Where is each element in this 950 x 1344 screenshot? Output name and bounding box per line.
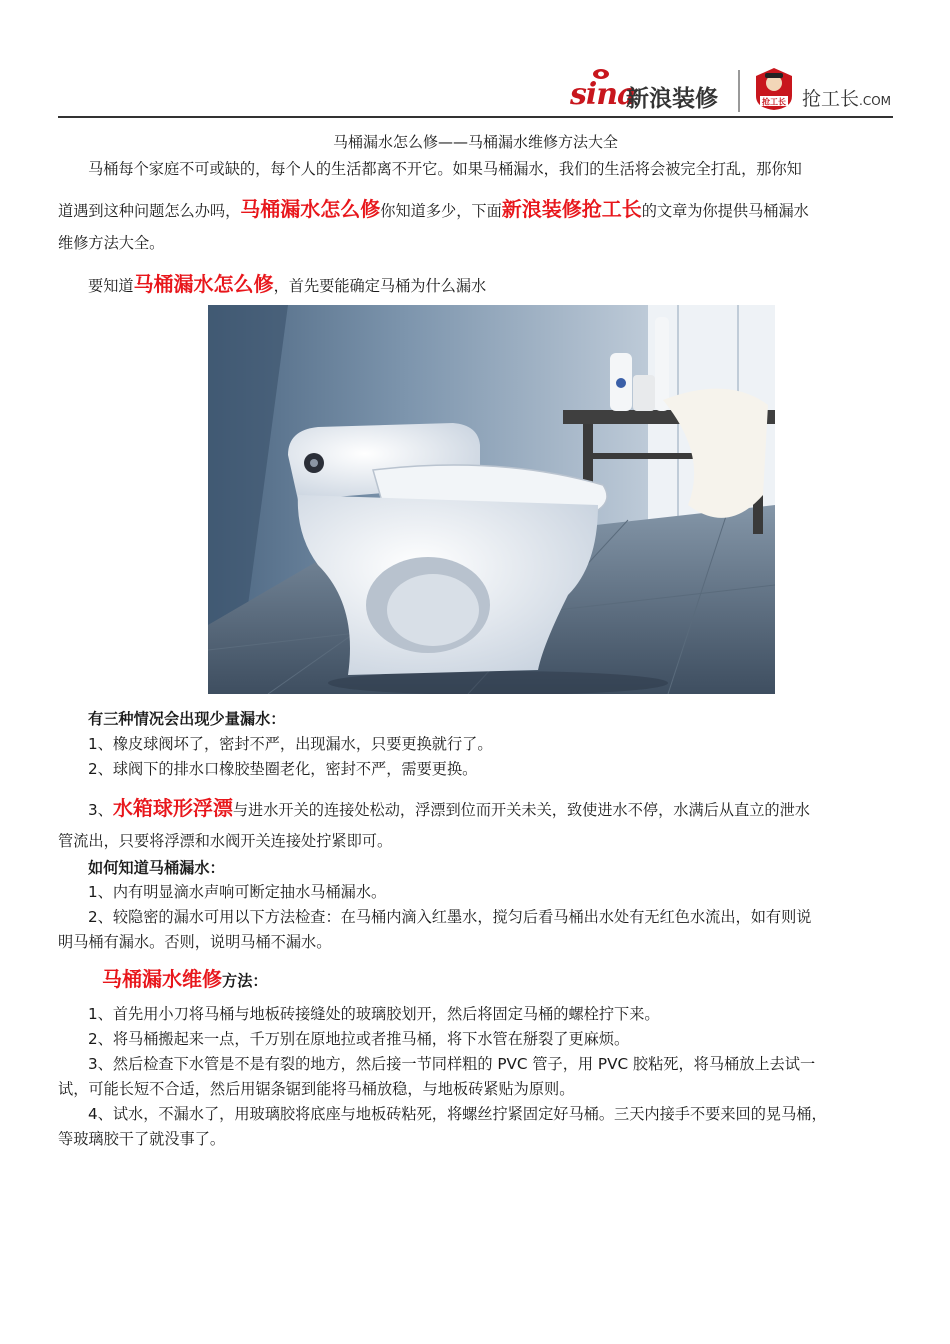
sina-brand-text: 新浪装修 [626, 86, 718, 112]
highlight-keyword: 马桶漏水怎么修 [133, 272, 274, 296]
section-heading-detect: 如何知道马桶漏水： [88, 859, 225, 877]
list-item: 3、水箱球形浮漂与进水开关的连接处松动，浮漂到位而开关未关，致使进水不停，水满后从直立的泄水 [88, 796, 810, 820]
list-item: 1、橡皮球阀坏了，密封不严，出现漏水，只要更换就行了。 [88, 735, 493, 753]
intro-line-3: 维修方法大全。 [58, 234, 165, 252]
highlight-keyword: 马桶漏水维修 [102, 967, 222, 991]
page-header [58, 60, 893, 118]
qiangongzhang-brand: 抢工长.COM [802, 88, 892, 110]
list-item: 1、内有明显滴水声响可断定抽水马桶漏水。 [88, 883, 387, 901]
badge-label: 抢工长 [762, 97, 786, 107]
list-item: 2、球阀下的排水口橡胶垫圈老化，密封不严，需要更换。 [88, 760, 478, 778]
logo-divider [738, 70, 740, 112]
sina-logo: sina [570, 77, 636, 112]
qiangongzhang-badge-icon [752, 66, 796, 112]
list-item: 3、然后检查下水管是不是有裂的地方，然后接一节同样粗的 PVC 管子，用 PVC 胶粘死，将马桶放上去试一 [88, 1055, 816, 1073]
section-heading-causes: 有三种情况会出现少量漏水： [88, 710, 286, 728]
header-rule [58, 116, 893, 118]
list-item: 2、将马桶搬起来一点，千万别在原地拉或者推马桶，将下水管在掰裂了更麻烦。 [88, 1030, 630, 1048]
list-item: 1、首先用小刀将马桶与地板砖接缝处的玻璃胶划开，然后将固定马桶的螺栓拧下来。 [88, 1005, 660, 1023]
document-title: 马桶漏水怎么修——马桶漏水维修方法大全 [332, 133, 618, 151]
highlight-keyword: 水箱球形浮漂 [112, 796, 233, 820]
intro-line-1: 马桶每个家庭不可或缺的，每个人的生活都离不开它。如果马桶漏水，我们的生活将会被完全打乱，那你知 [88, 160, 802, 178]
section-heading-repair: 马桶漏水维修方法： [102, 967, 268, 991]
highlight-brand: 新浪装修抢工长 [501, 197, 642, 221]
highlight-keyword: 马桶漏水怎么修 [240, 197, 381, 221]
intro-line-2: 道遇到这种问题怎么办吗，马桶漏水怎么修你知道多少，下面新浪装修抢工长的文章为你提供马桶漏水 [58, 197, 809, 221]
list-item-continued: 试，可能长短不合适，然后用锯条锯到能将马桶放稳，与地板砖紧贴为原则。 [58, 1080, 575, 1098]
list-item-continued: 等玻璃胶干了就没事了。 [58, 1130, 226, 1148]
list-item-continued: 管流出，只要将浮漂和水阀开关连接处拧紧即可。 [58, 832, 393, 850]
list-item: 4、试水，不漏水了，用玻璃胶将底座与地板砖粘死，将螺丝拧紧固定好马桶。三天内接手不要来回的晃马桶， [88, 1105, 827, 1123]
list-item: 2、较隐密的漏水可用以下方法检查：在马桶内滴入红墨水，搅匀后看马桶出水处有无红色水流出，如有则说 [88, 908, 812, 926]
lead-sentence: 要知道马桶漏水怎么修，首先要能确定马桶为什么漏水 [88, 272, 487, 296]
list-item-continued: 明马桶有漏水。否则，说明马桶不漏水。 [58, 933, 332, 951]
toilet-photo [208, 305, 775, 694]
